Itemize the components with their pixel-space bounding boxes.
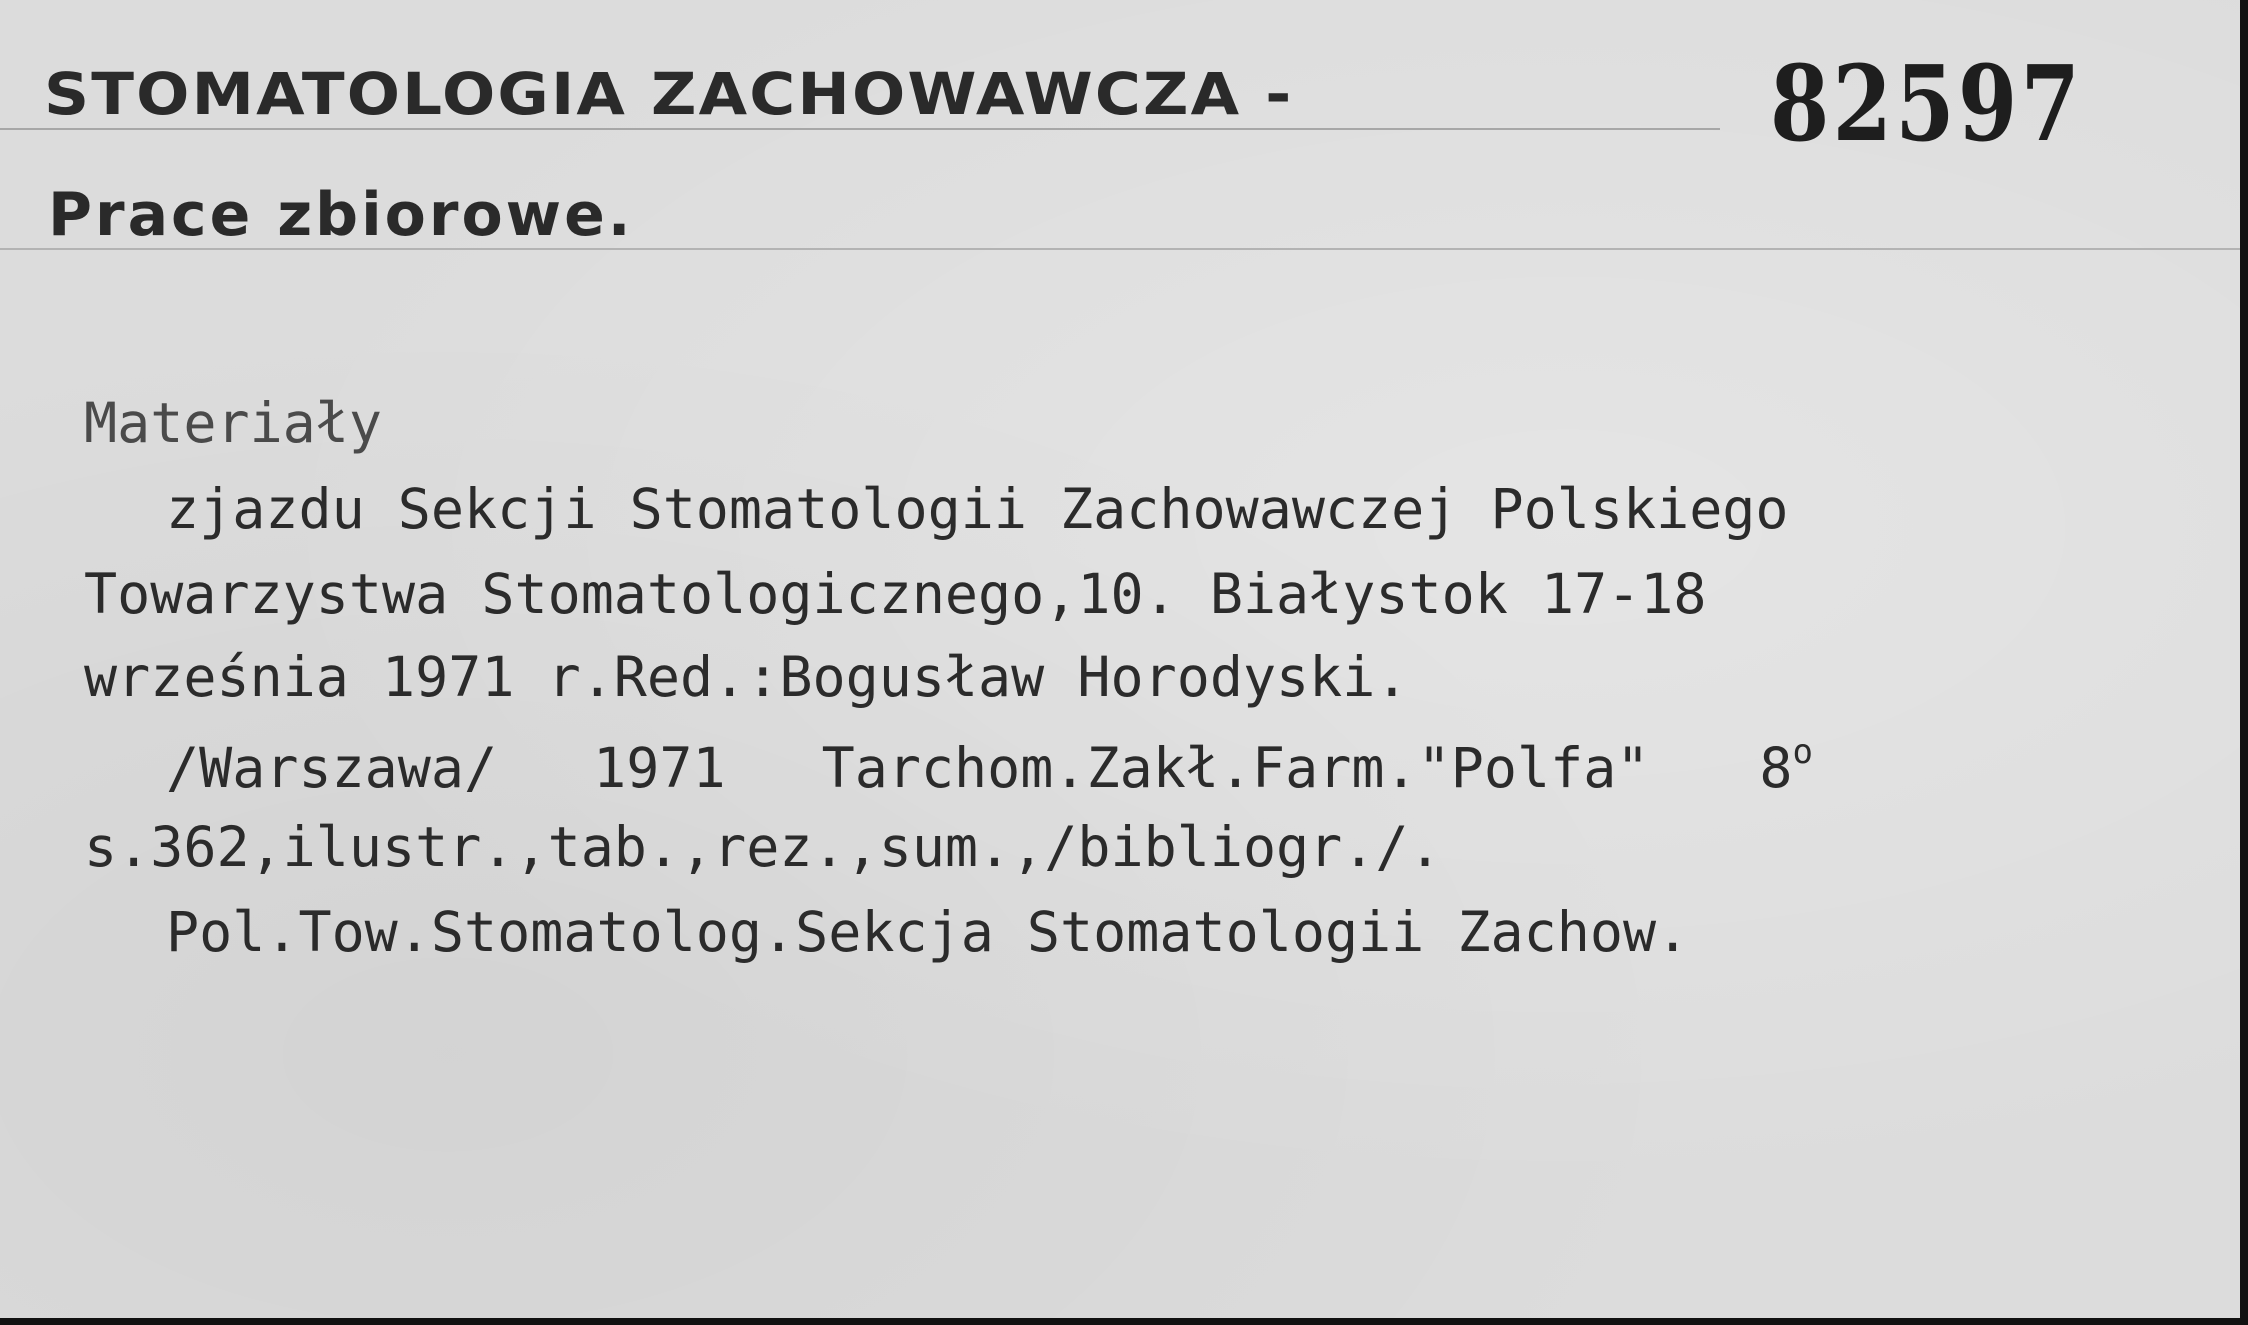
card-edge-right <box>2240 0 2248 1325</box>
entry-title-line-1: zjazdu Sekcji Stomatologii Zachowawczej Polskiego <box>166 477 1789 541</box>
imprint-place: /Warszawa/ <box>166 736 498 800</box>
imprint-line <box>166 732 1814 800</box>
imprint-year: 1971 <box>593 736 726 800</box>
subject-subheading: Prace zbiorowe. <box>48 180 634 250</box>
added-entry-line: Pol.Tow.Stomatolog.Sekcja Stomatologii Zachow. <box>166 900 1690 964</box>
format-size: 8 <box>1759 736 1793 800</box>
accession-number: 82597 <box>1770 42 2084 165</box>
imprint-publisher: Tarchom.Zakł.Farm."Polfa" <box>821 736 1650 800</box>
entry-title-line-2: Towarzystwa Stomatologicznego,10. Białystok 17-18 <box>84 562 1707 626</box>
entry-title-word: Materiały <box>84 391 383 455</box>
entry-title-line-3: września 1971 r.Red.:Bogusław Horodyski. <box>84 645 1409 709</box>
format-degree: o <box>1792 732 1814 772</box>
card-edge-bottom <box>0 1318 2248 1325</box>
subject-heading: STOMATOLOGIA ZACHOWAWCZA - <box>44 60 1294 128</box>
collation-line: s.362,ilustr.,tab.,rez.,sum.,/bibliogr./. <box>84 815 1442 879</box>
ruled-line-top <box>0 128 1720 130</box>
